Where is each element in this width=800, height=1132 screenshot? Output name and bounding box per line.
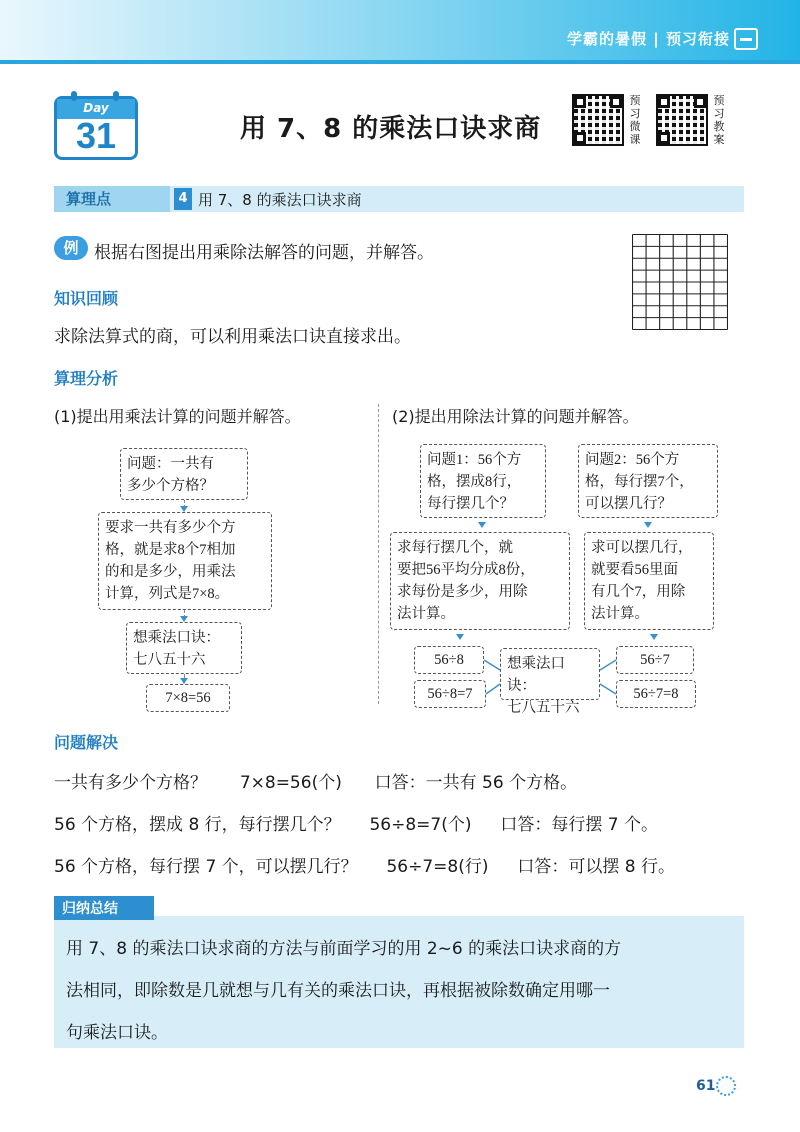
right-expr2-box: 56÷7 [616,646,694,674]
left-explain-line: 的和是多少，用乘法 [105,564,236,580]
summary-label: 归纳总结 [62,901,118,917]
right-q1-line: 每行摆几个？ [427,496,514,512]
right-q2-line: 可以摆几行？ [585,496,672,512]
right-q2-line: 格，每行摆7个， [585,474,694,490]
right-explain2-line: 求可以摆几行， [591,540,693,556]
calendar-ring-icon [71,91,77,101]
calendar-ring-icon [113,91,119,101]
day-number: 31 [75,115,117,156]
qr-code-icon[interactable] [656,94,708,146]
down-arrow-icon [456,634,464,640]
solution-equation: 56÷7=8(行) [386,857,489,877]
left-explain-line: 格，就是求8个7相加 [105,542,236,558]
day-badge [54,96,138,160]
right-q1-line: 格，摆成8行， [427,474,522,490]
summary-line: 法相同，即除数是几就想与几有关的乘法口诀，再根据被除数确定用哪一 [66,981,610,1001]
right-expr1-box: 56÷8 [414,646,484,674]
day-label: Day [83,101,109,115]
left-result-box: 7×8=56 [146,684,230,712]
right-explain2-box [584,532,714,630]
solution-heading: 问题解决 [54,733,119,752]
left-explain-box [98,512,272,610]
left-explain-line: 要求一共有多少个方 [105,520,236,536]
header-separator: | [653,30,660,48]
right-rhyme-line: 七八五十六 [507,700,580,716]
rhyme-connector-lines [484,644,620,710]
left-rhyme-line: 七八五十六 [133,652,206,668]
left-question-line: 问题：一共有 [127,456,214,472]
right-explain1-line: 要把56平均分成8份， [397,562,535,578]
example-text: 根据右图提出用乘除法解答的问题，并解答。 [94,243,434,263]
right-explain2-line: 有几个7，用除 [591,584,686,600]
solution-row [54,810,658,835]
square-grid-figure [632,234,728,330]
right-explain2-line: 法计算。 [591,606,649,622]
solution-equation: 7×8=56(个) [239,773,342,793]
left-question-line: 多少个方格？ [127,478,214,494]
sun-icon [716,1076,736,1096]
solution-question: 56 个方格，摆成 8 行，每行摆几个？ [54,815,341,835]
summary-line: 句乘法口诀。 [66,1023,168,1043]
right-explain1-line: 法计算。 [397,606,455,622]
header-series [567,28,730,49]
book-icon [734,28,758,50]
qr-label-preview-lesson: 预习微课 [629,94,641,146]
solution-row [54,768,577,793]
solution-answer: 口答：一共有 56 个方格。 [374,773,578,793]
analysis-left-title: (1)提出用乘法计算的问题并解答。 [54,407,301,426]
down-arrow-icon [644,522,652,528]
section-title: 用 7、8 的乘法口诀求商 [198,191,362,209]
qr-label-preview-plan: 预习教案 [713,94,725,146]
right-q2-line: 问题2：56个方 [585,452,680,468]
solution-equation: 56÷8=7(个) [369,815,472,835]
page-title: 用 7、8 的乘法口诀求商 [240,114,542,144]
header-series-title: 学霸的暑假 [567,30,648,48]
page-number: 61 [696,1078,716,1094]
solution-answer: 口答：可以摆 8 行。 [517,857,675,877]
down-arrow-icon [478,522,486,528]
right-explain1-line: 求每份是多少，用除 [397,584,528,600]
header-subtitle: 预习衔接 [665,30,730,48]
right-explain1-box [390,532,570,630]
solution-question: 一共有多少个方格？ [54,773,207,793]
solution-row [54,852,675,877]
solution-question: 56 个方格，每行摆 7 个，可以摆几行？ [54,857,358,877]
left-rhyme-line: 想乘法口诀： [133,630,220,646]
section-label: 算理点 [66,190,112,208]
right-q1-line: 问题1：56个方 [427,452,522,468]
down-arrow-icon [650,634,658,640]
example-badge: 例 [54,236,88,260]
right-explain2-line: 就要看56里面 [591,562,678,578]
left-explain-line: 计算，列式是7×8。 [105,586,230,602]
right-rhyme-line: 想乘法口诀： [507,656,565,694]
review-text: 求除法算式的商，可以利用乘法口诀直接求出。 [54,327,411,347]
section-number: 4 [174,188,192,210]
summary-line: 用 7、8 的乘法口诀求商的方法与前面学习的用 2~6 的乘法口诀求商的方 [66,939,622,959]
right-result1-box: 56÷8=7 [414,680,486,708]
column-divider [378,404,379,704]
solution-answer: 口答：每行摆 7 个。 [500,815,658,835]
analysis-right-title: (2)提出用除法计算的问题并解答。 [392,407,639,426]
header-rule [0,60,800,64]
right-question1-box [420,444,546,518]
right-explain1-line: 求每行摆几个，就 [397,540,513,556]
right-result2-box: 56÷7=8 [616,680,696,708]
review-heading: 知识回顾 [54,289,119,308]
right-question2-box [578,444,718,518]
qr-code-icon[interactable] [572,94,624,146]
left-rhyme-box [126,622,242,674]
analysis-heading: 算理分析 [54,369,119,388]
left-question-box [120,448,248,500]
